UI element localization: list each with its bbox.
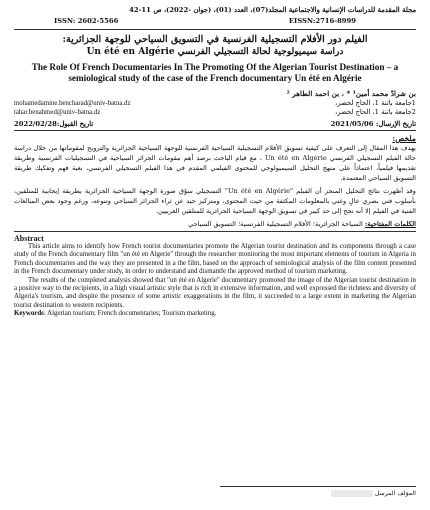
title-arabic-line2: دراسة سيميولوجية لحالة التسجيلي الفرنسي Un été en Algérie [86,47,344,57]
keywords-arabic [14,219,416,229]
header-divider [14,29,416,30]
date-accepted: تاريخ القبول:2022/02/28 [14,120,94,128]
journal-header: مجلة المقدمة للدراسات الإنسانية والاجتماعية المجلد(07)، العدد (01)، (جوان -2022)، ص 11-42 [129,6,416,14]
issn: ISSN: 2602-5566 [54,17,119,25]
title-english: The Role Of French Documentaries In The Promoting Of the Algerian Tourist Destination – a semiological study of the case of the French documentary Un été en Algérie [31,62,399,83]
abstract-title-arabic: ملخص: [392,134,416,143]
author-email-1[interactable]: mohamedamine.bencharad@univ-batna.dz [14,100,131,107]
footnote-divider [220,486,416,487]
affiliation-row-1 [14,99,416,108]
dates-divider [14,130,416,131]
title-arabic-line1: الفيلم دور الأفلام التسجيلية الفرنسية في التسويق السياحي للوجهة الجزائرية: [62,34,368,45]
dates-row [14,120,416,128]
date-sent: تاريخ الإرسال: 2021/05/06 [330,120,416,128]
author-names: بن شرادّ محمد أمين¹ * ، بن احمد الطاهر ² [286,89,416,98]
abstract-arabic-p1: يهدف هذا المقال إلى التعرف على كيفية تسويق الأفلام التسجيلية السياحية الفرنسية للوجهة السياحية الجزائرية والترويج لمقوماتها من خلال دراسة حالة الفيلم التسجيلي الفرنسي Un été en Algérie ، مع قيام الباحث برصد أهم مقومات الجزائر السياحية في التسجيليات الفرنسية وطريقة تقديمها فيلمياً، اعتماداً على منهج التحليل السيميولوجي للمحتوى الفيلمي المقدم في هذا الفيلم التسجيلي الفرنسي، بغية فهم وتفكيك طريقة التسويق السياحي المعتمدة. [14,144,416,182]
abstract-english-p2: The results of the completed analysis showed that "un été en Algerie" documentary promoted the image of the Algerian tourist destination in a positive way to the recipients, in a high visual artistic style that is rich in extensive information, and well expressed the richness and diversity of Algeria's tourism, and despite the presence of some artistic exaggerations in the film, it succeeded to a large extent in marketing the Algerian tourist destination to western recipients. [14,276,416,309]
issn-row [14,15,416,25]
arabic-abstract-divider [14,231,416,232]
abstract-english-p1: This article aims to identify how French tourist documentaries promote the Algerian tourist destination and its components through a case study of the French documentary film "un été en Algerie" through the researcher monitoring the most important elements of tourism in Algeria in French documentaries and the way they are presented in a the film, based on the approach of semiological analysis of the film content presented in the French documentary under study, in order to understand and dismantle the approved method of tourism marketing. [14,243,416,276]
abstract-title-english: Abstract [14,234,44,243]
eissn: EISSN:2716-8999 [288,17,356,25]
keywords-arabic-label: الكلمات المفتاحية: [364,220,416,228]
corresponding-author-note: المؤلف المرسل [331,490,416,497]
keywords-english-text: : Algerian tourism; French documentaries; Tourism marketing. [43,310,217,318]
keywords-english [14,310,416,318]
affiliation-1: 1جامعة باتنة 1، الحاج لخضر، [335,99,416,107]
abstract-arabic-p2: وقد أظهرت نتائج التحليل المنجز أن الفيلم "Un été en Algérie" التسجيلي سوّق صورة الوجهة السياحية الجزائرية بطريقة إيجابية للمتلقين، بأسلوب فني بصري عالٍ وغني بالمعلومات المكثفة من حيث المحتوى، ومتركيز جيد عن ثراء الجزائر السياحي وتنوعه، ورغم وجود بعض المبالغات الفنية في الفيلم إلا أنه نجح إلى حد كبير في تسويق الوجهة السياحية الجزائرية للمتلقين الغربيين. [14,187,416,215]
keywords-english-label: Keywords [14,310,44,318]
author-email-2[interactable]: tahar.benahmed@univ-batna.dz [14,109,101,116]
redacted-bar [331,490,373,497]
keywords-arabic-text: السياحة الجزائرية؛ الأفلام التسجيلية الفرنسية؛ التسويق السياحي [188,220,363,228]
affiliation-2: 2جامعة باتنة 1، الحاج لخضر، [335,108,416,116]
affiliation-row-2 [14,108,416,117]
